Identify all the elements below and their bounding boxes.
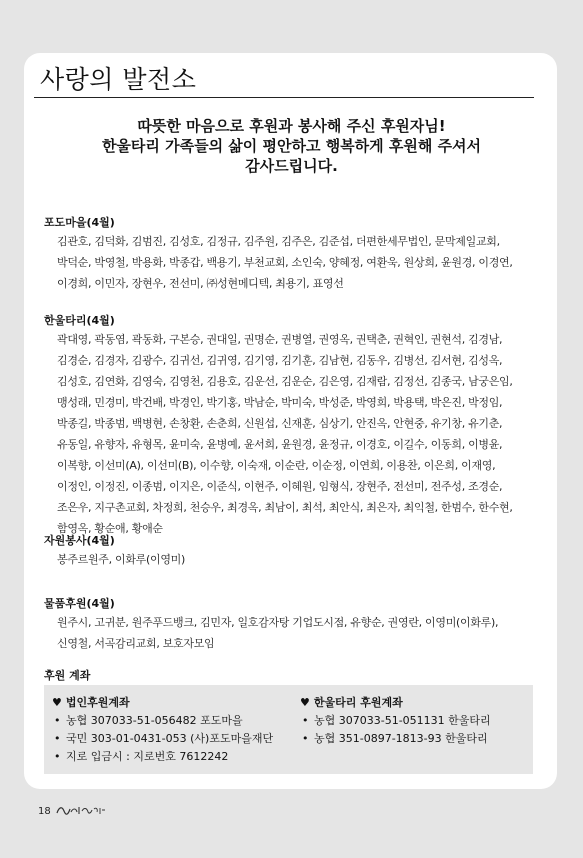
account-item: • 지로 입금시 : 지로번호 7612242 bbox=[52, 748, 273, 766]
account-heading: 후원 계좌 bbox=[44, 669, 91, 682]
account-item: • 국민 303-01-0431-053 (사)포도마을재단 bbox=[52, 730, 273, 748]
intro-message bbox=[34, 116, 549, 176]
donor-line: 조은우, 지구촌교회, 차정희, 천승우, 최경옥, 최남이, 최석, 최안식, 최은자, 최익철, 한범수, 한수현, bbox=[57, 501, 513, 514]
hanultari-logo bbox=[55, 803, 107, 817]
hanultari-account-list bbox=[300, 712, 491, 748]
donor-line: 김관호, 김덕화, 김범진, 김성호, 김정규, 김주원, 김주은, 김준섭, 더편한세무법인, 문막제일교회, bbox=[57, 235, 500, 248]
donor-line: 함영옥, 황순애, 황애순 bbox=[57, 522, 163, 535]
donor-line: 맹성래, 민경미, 박건배, 박경인, 박기홍, 박남순, 박미숙, 박성준, 박영희, 박용택, 박은진, 박정임, bbox=[57, 396, 503, 409]
intro-line: 감사드립니다. bbox=[245, 157, 338, 175]
hanultari-account-title: 한울타리 후원계좌 bbox=[313, 696, 403, 709]
title-divider bbox=[34, 97, 534, 98]
section-heading-goods: 물품후원(4월) bbox=[44, 597, 115, 610]
account-item: • 농협 307033-51-056482 포도마을 bbox=[52, 712, 273, 730]
donor-line: 신영철, 서곡감리교회, 보호자모임 bbox=[57, 637, 215, 650]
hanultari-account-column bbox=[300, 694, 491, 748]
corporate-account-column bbox=[52, 694, 273, 766]
intro-line: 따뜻한 마음으로 후원과 봉사해 주신 후원자님! bbox=[137, 117, 446, 135]
donor-line: 이복향, 이선미(A), 이선미(B), 이수향, 이숙재, 이순란, 이순정, 이연희, 이용찬, 이은희, 이재영, bbox=[57, 459, 496, 472]
donor-line: 김경순, 김경자, 김광수, 김귀선, 김귀영, 김기영, 김기훈, 김남현, 김동우, 김병선, 김서현, 김성옥, bbox=[57, 354, 503, 367]
donor-line: 김성호, 김연화, 김영숙, 김영천, 김용호, 김운선, 김운순, 김은영, 김재람, 김정선, 김종국, 남궁은임, bbox=[57, 375, 513, 388]
intro-line: 한울타리 가족들의 삶이 평안하고 행복하게 후원해 주셔서 bbox=[101, 137, 482, 155]
donor-list-volunteer bbox=[57, 549, 547, 570]
section-heading-volunteer: 자원봉사(4월) bbox=[44, 534, 115, 547]
page-number: 18 bbox=[38, 806, 51, 817]
donor-line: 유동일, 유향자, 유형목, 윤미숙, 윤병예, 윤서희, 윤원경, 윤정규, 이경호, 이길수, 이동희, 이병윤, bbox=[57, 438, 503, 451]
section-heading-hanultari: 한울타리(4월) bbox=[44, 314, 115, 327]
corporate-account-title: 법인후원계좌 bbox=[65, 696, 130, 709]
donor-list-podo bbox=[57, 231, 547, 294]
donor-line: 원주시, 고귀분, 원주푸드뱅크, 김민자, 일호감자탕 기업도시점, 유향순, 권영란, 이영미(이화루), bbox=[57, 616, 499, 629]
donor-list-hanultari bbox=[57, 329, 547, 539]
account-item: • 농협 351-0897-1813-93 한울타리 bbox=[300, 730, 491, 748]
donor-line: 이경희, 이민자, 장현우, 전선미, ㈜성현메디텍, 최용기, 표영선 bbox=[57, 277, 344, 290]
donor-line: 이정인, 이정진, 이종범, 이지은, 이준식, 이현주, 이혜원, 임형식, 장현주, 전선미, 전주성, 조경순, bbox=[57, 480, 503, 493]
donor-list-goods bbox=[57, 612, 547, 654]
heart-icon: ♥ bbox=[52, 696, 62, 709]
account-box bbox=[44, 685, 533, 774]
donor-line: 박종길, 박종범, 백병현, 손창환, 손춘희, 신원섭, 신재훈, 심상기, 안진옥, 안현중, 유기창, 유기춘, bbox=[57, 417, 503, 430]
donor-line: 봉주르원주, 이화루(이영미) bbox=[57, 553, 185, 566]
donor-line: 곽대영, 곽동염, 곽동화, 구본승, 권대일, 권명순, 권병열, 권영옥, 권택춘, 권혁인, 권현석, 김경남, bbox=[57, 333, 503, 346]
donor-line: 박덕순, 박영철, 박용화, 박종갑, 백용기, 부천교회, 소인숙, 양혜정, 여환욱, 원상희, 윤원경, 이경연, bbox=[57, 256, 513, 269]
account-item: • 농협 307033-51-051131 한울타리 bbox=[300, 712, 491, 730]
section-heading-podo: 포도마을(4월) bbox=[44, 216, 115, 229]
heart-icon: ♥ bbox=[300, 696, 310, 709]
page-title: 사랑의 발전소 bbox=[40, 65, 197, 94]
corporate-account-list bbox=[52, 712, 273, 766]
